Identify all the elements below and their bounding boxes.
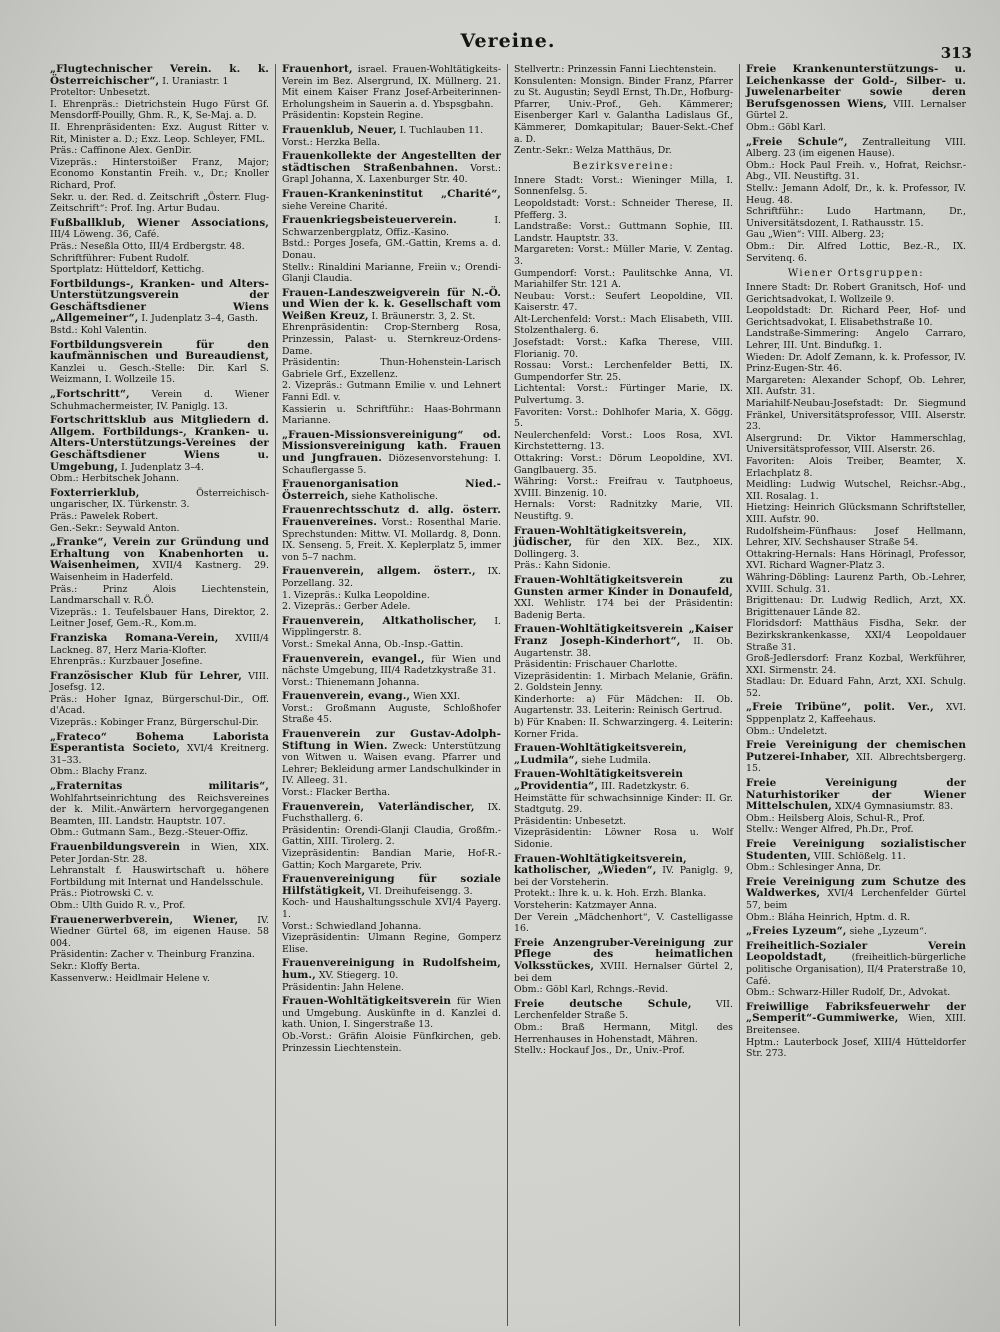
- entry-line: Der Verein „Mädchenhort“, V. Castelligasse 16.: [514, 911, 733, 935]
- entry-line: Stadlau: Dr. Eduard Fahn, Arzt, XXI. Schulg. 52.: [746, 676, 966, 699]
- entry-line: siehe „Lyzeum“.: [849, 926, 927, 938]
- entry-line: VIII. Lernalser Gürtel 2.: [746, 98, 966, 122]
- entry-heading: „Freie Schule“,: [746, 135, 848, 148]
- entry-heading: Frauen-Wohltätigkeitsverein, „Ludmila“,: [514, 742, 687, 766]
- entry-line: Vizepräsidentin: Ulmann Regine, Gomperz Elise.: [282, 932, 501, 955]
- entry-line: Kanzlei u. Gesch.-Stelle: Dir. Karl S. Weizmann, I. Wollzeile 15.: [50, 362, 269, 386]
- entry-line: Obm.: Dir. Alfred Lottic, Bez.-R., IX. Servitenq. 6.: [746, 240, 966, 264]
- columns: [44, 64, 972, 1326]
- entry-heading: Frauenbildungsverein: [50, 841, 181, 853]
- entry-line: IV. Wiedner Gürtel 68, im eigenen Hause. 58 004.: [50, 914, 270, 949]
- entry-heading: Frauen-Landeszweigverein für N.-Ö. und Wien der k. k. Gesellschaft vom Weißen Kreuz,: [282, 286, 501, 322]
- entry-line: Obm.: Schlesinger Anna, Dr.: [746, 862, 882, 874]
- entry-line: Schriftführer: Fubent Rudolf.: [50, 252, 190, 264]
- entry-line: Zweck: Unterstützung von Witwen u. Waisen evang. Pfarrer und Lehrer; Bekleidung armer Landschulkinder in IV. Alleeg. 31.: [282, 740, 502, 787]
- directory-entry: [50, 64, 269, 215]
- entry-line: Mariahilf-Neubau-Josefstadt: Dr. Siegmund Fränkel, Universitätsprofessor, VIII. Alserstr. 23.: [746, 398, 966, 433]
- entry-line: Vorst.: Rosenthal Marie. Sprechstunden: Mittw. VI. Mollardg. 8, Donn. IX. Senseng. 5, Freit. X. Keplerplatz 5, immer von 5–7 nachm.: [282, 516, 501, 563]
- entry-line: Protekt.: Ihre k. u. k. Hoh. Erzh. Blanka.: [514, 888, 707, 900]
- entry-heading: Frauenverein zur Gustav-Adolph-Stiftung in Wien.: [282, 728, 501, 752]
- page-title: Vereine.: [460, 30, 556, 52]
- entry-line: Wien XXI.: [413, 691, 461, 703]
- entry-line: Vizepräsidentin: Löwner Rosa u. Wolf Sidonie.: [514, 827, 733, 850]
- entry-line: Präsidentin: Jahn Helene.: [282, 981, 404, 993]
- entry-line: für den XIX. Bez., XIX. Dollingerg. 3.: [514, 537, 734, 560]
- directory-entry: [50, 842, 269, 912]
- entry-line: Obm.: Undeletzt.: [746, 725, 828, 737]
- directory-entry: [746, 1002, 966, 1060]
- directory-entry: [746, 282, 966, 699]
- entry-line: Ottakring: Vorst.: Dörum Leopoldine, XVI. Ganglbauerg. 35.: [514, 453, 733, 476]
- entry-line: I. Tuchlauben 11.: [399, 124, 484, 136]
- directory-entry: [282, 151, 501, 186]
- entry-line: Ehrenpräsidentin: Crop-Sternberg Rosa, Prinzessin, Palast- u. Sternkreuz-Ordens-Dame.: [282, 322, 501, 357]
- entry-line: siehe Vereine Charité.: [282, 200, 388, 212]
- directory-entry: [514, 999, 733, 1057]
- entry-line: für Wien und nächste Umgebung, III/4 Radetzkystraße 31.: [282, 653, 502, 677]
- entry-line: Innere Stadt: Dr. Robert Granitsch, Hof- und Gerichtsadvokat, I. Wollzeile 9.: [746, 282, 966, 305]
- page-number: 313: [940, 44, 972, 62]
- entry-line: Vizepräs.: 1. Teufelsbauer Hans, Direktor, 2. Leitner Josef, Gem.-R., Kom.m.: [50, 606, 269, 630]
- directory-entry: [282, 566, 501, 612]
- directory-entry: [50, 537, 269, 630]
- directory-entry: [50, 633, 269, 668]
- directory-entry: [282, 996, 501, 1054]
- entry-line: Margareten: Vorst.: Müller Marie, V. Zentag. 3.: [514, 244, 733, 267]
- entry-heading: Frauenverein, Altkatholischer,: [282, 614, 477, 627]
- entry-heading: „Frauen-Missionsvereinigung“ od. Missionsvereinigung kath. Frauen und Jungfrauen.: [282, 428, 501, 464]
- directory-entry: [282, 288, 501, 427]
- entry-line: XVIII. Hernalser Gürtel 2, bei dem: [514, 960, 733, 984]
- entry-heading: Frauenvereinigung in Rudolfsheim, hum.,: [282, 957, 501, 981]
- entry-heading: Frauenverein, allgem. österr.,: [282, 565, 476, 578]
- entry-line: Josefstadt: Vorst.: Kafka Therese, VIII. Florianig. 70.: [514, 337, 733, 360]
- entry-line: VII. Lerchenfelder Straße 5.: [514, 998, 733, 1022]
- entry-line: Sekr.: Kloffy Berta.: [50, 960, 141, 972]
- directory-entry: [50, 781, 269, 839]
- directory-entry: [282, 189, 501, 212]
- entry-heading: „Flugtechnischer Verein. k. k. Österreichischer“,: [50, 64, 269, 87]
- entry-line: 1. Vizepräs.: Kulka Leopoldine.: [282, 589, 430, 601]
- entry-heading: Frauen-Wohltätigkeitsverein, katholischer, „Wieden“,: [514, 852, 687, 877]
- directory-entry: [282, 215, 501, 285]
- entry-line: Vorst.: Smekal Anna, Ob.-Insp.-Gattin.: [282, 638, 464, 650]
- entry-line: Zentralleitung VIII. Alberg. 23 (im eigenen Hause).: [746, 136, 967, 160]
- entry-line: Bstd.: Porges Josefa, GM.-Gattin, Krems a. d. Donau.: [282, 238, 501, 261]
- entry-heading: Fortschrittsklub aus Mitgliedern d. Allgem. Fortbildungs-, Kranken- u. Alters-Unterstützungs-Vereines der Geschäftsdiener Wiens u. Umgebung,: [50, 414, 269, 473]
- entry-line: für Wien und Umgebung. Auskünfte in d. Kanzlei d. kath. Union, I. Singerstraße 13.: [282, 996, 501, 1031]
- entry-line: siehe Ludmila.: [581, 754, 651, 766]
- entry-line: Meidling: Ludwig Wutschel, Reichsr.-Abg., XII. Rosalag. 1.: [746, 479, 966, 502]
- entry-heading: Fortbildungs-, Kranken- und Alters-Unterstützungsverein der Geschäftsdiener Wiens „Allgemeiner“,: [50, 277, 269, 325]
- entry-line: IV. Paniglg. 9, bei der Vorsteherin.: [514, 865, 733, 888]
- directory-entry: [282, 430, 501, 476]
- entry-heading: Freie Vereinigung sozialistischer Studenten,: [746, 838, 966, 862]
- entry-line: Präs.: Caffinone Alex. GenDir.: [50, 145, 192, 157]
- entry-heading: Frauenverein, evang.,: [282, 690, 411, 703]
- entry-line: Ehrenpräs.: Kurzbauer Josefine.: [50, 656, 203, 668]
- entry-line: Hernals: Vorst: Radnitzky Marie, VII. Neustiftg. 9.: [514, 499, 733, 522]
- entry-line: Vizepräs.: Hinterstoißer Franz, Major; Economo Konstantin Freih. v., Dr.; Knoller Richard, Prof.: [50, 156, 269, 191]
- entry-line: Gumpendorf: Vorst.: Paulitschke Anna, VI. Mariahilfer Str. 121 A.: [514, 267, 733, 291]
- directory-entry: [514, 575, 733, 621]
- entry-line: XVIII/4 Lackneg. 87, Herz Maria-Klofter.: [50, 632, 269, 656]
- entry-line: 2. Vizepräs.: Gerber Adele.: [282, 601, 411, 613]
- entry-line: Obm.: Blachy Franz.: [50, 766, 148, 778]
- entry-line: Alt-Lerchenfeld: Vorst.: Mach Elisabeth, VIII. Stolzenthalerg. 6.: [514, 313, 733, 337]
- entry-heading: Frauen-Wohltätigkeitsverein: [282, 995, 452, 1008]
- entry-heading: Foxterrierklub,: [50, 486, 140, 499]
- entry-line: Obm.: Hock Paul Freih. v., Hofrat, Reichsr.-Abg., VII. Neustiftg. 31.: [746, 159, 966, 183]
- entry-line: III/4 Löweng. 36, Café.: [50, 229, 160, 241]
- entry-line: Hietzing: Heinrich Glücksmann Schriftsteller, XIII. Aufstr. 90.: [746, 502, 966, 525]
- entry-line: Präsidentin: Orendi-Glanji Claudia, Großfm.-Gattin, XIII. Tirolerg. 2.: [282, 824, 501, 848]
- entry-line: XVII/4 Kastnerg. 29. Waisenheim in Haderfeld.: [50, 560, 269, 583]
- entry-line: Vorst.: Thienemann Johanna.: [282, 676, 420, 688]
- directory-entry: [50, 389, 269, 412]
- entry-line: Obm.: Ulth Guido R. v., Prof.: [50, 899, 186, 911]
- entry-line: Hptm.: Lauterbock Josef, XIII/4 Hütteldorfer Str. 273.: [746, 1036, 966, 1060]
- entry-line: Präsidentin: Thun-Hohenstein-Larisch Gabriele Grf., Exzellenz.: [282, 357, 501, 380]
- entry-line: Obm.: Bláha Heinrich, Hptm. d. R.: [746, 911, 911, 923]
- entry-line: Vorst.: Grapl Johanna, X. Laxenburger Str. 40.: [282, 162, 501, 186]
- entry-line: II. Ehrenpräsidenten: Exz. August Ritter v. Rit, Minister a. D.; Exz. Leop. Schleyer, FML.: [50, 121, 269, 145]
- entry-line: Obm.: Herbitschek Johann.: [50, 473, 180, 485]
- entry-line: Obm.: Heilsberg Alois, Schul-R., Prof.: [746, 812, 925, 824]
- directory-entry: [50, 915, 269, 985]
- entry-line: I. Ehrenpräs.: Dietrichstein Hugo Fürst Gf. Mensdorff-Pouilly, Ghm. R., K, Se-Maj. a. D.: [50, 98, 269, 122]
- entry-line: Wohlfahrtseinrichtung des Reichsvereines der k. Milit.-Anwärtern hervorgegangenen Beamten, III. Landstr. Hauptstr. 107.: [50, 792, 269, 827]
- entry-line: Präsidentin: Frischauer Charlotte.: [514, 659, 678, 671]
- directory-entry: [282, 691, 501, 726]
- entry-heading: Frauenerwerbverein, Wiener,: [50, 913, 239, 926]
- column-4: [740, 64, 972, 1326]
- entry-line: Ottakring-Hernals: Hans Hörinagl, Professor, XVI. Richard Wagner-Platz 3.: [746, 548, 966, 572]
- entry-line: Vorsteherin: Katzmayer Anna.: [514, 899, 657, 911]
- entry-line: Obm.: Gutmann Sam., Bezg.-Steuer-Offiz.: [50, 827, 249, 839]
- entry-heading: „Fraternitas militaris“,: [50, 780, 269, 793]
- entry-line: III. Radetzkystr. 6.: [601, 781, 690, 793]
- entry-line: Innere Stadt: Vorst.: Wieninger Milla, I. Sonnenfelsg. 5.: [514, 174, 733, 198]
- directory-entry: [282, 616, 501, 651]
- entry-line: VI. Dreihufeisengg. 3.: [368, 885, 473, 897]
- directory-entry: [746, 941, 966, 999]
- column-3: [508, 64, 740, 1326]
- entry-line: Proteltor: Unbesetzt.: [50, 87, 151, 99]
- entry-line: Landstraße-Simmering: Angelo Carraro, Lehrer, III. Unt. Bindufkg. 1.: [746, 328, 966, 352]
- entry-line: Präs.: Kahn Sidonie.: [514, 560, 611, 572]
- column-1: [44, 64, 276, 1326]
- entry-heading: Fortbildungsverein für den kaufmännischen und Bureaudienst,: [50, 338, 269, 363]
- directory-entry: [514, 64, 733, 157]
- directory-entry: [50, 218, 269, 276]
- entry-line: Margareten: Alexander Schopf, Ob. Lehrer, XII. Aufstr. 31.: [746, 374, 966, 398]
- directory-entry: [746, 137, 966, 265]
- directory-entry: [282, 125, 501, 148]
- entry-heading: Freie Vereinigung der chemischen Putzerei-Inhaber,: [746, 739, 966, 763]
- entry-line: Stellv.: Wenger Alfred, Ph.Dr., Prof.: [746, 824, 914, 836]
- entry-line: Präs.: Neseßla Otto, III/4 Erdbergstr. 48.: [50, 240, 245, 252]
- entry-heading: Frauenverein, evangel.,: [282, 652, 425, 665]
- entry-line: Österreichisch-ungarischer, IX. Türkenstr. 3.: [50, 487, 269, 511]
- entry-heading: Frauenverein, Vaterländischer,: [282, 800, 475, 813]
- entry-line: Präs.: Pawelek Robert.: [50, 510, 159, 522]
- entry-line: Bstd.: Kohl Valentin.: [50, 325, 147, 337]
- entry-heading: Frauenvereinigung für soziale Hilfstätigkeit,: [282, 873, 501, 897]
- directory-entry: [746, 64, 966, 134]
- entry-line: I. Uraniastr. 1: [162, 75, 229, 87]
- entry-heading: Franziska Romana-Verein,: [50, 631, 219, 644]
- directory-entry: [746, 839, 966, 874]
- directory-entry: [282, 874, 501, 955]
- entry-line: Obm.: Göbl Karl.: [746, 121, 826, 133]
- directory-entry: [50, 671, 269, 729]
- entry-heading: „Fortschritt“,: [50, 388, 130, 401]
- entry-line: b) Für Knaben: II. Schwarzingerg. 4. Leiterin: Korner Frida.: [514, 717, 733, 740]
- entry-line: Gen.-Sekr.: Seywald Anton.: [50, 522, 180, 534]
- entry-line: Alsergrund: Dr. Viktor Hammerschlag, Universitätsprofessor, VIII. Alserstr. 26.: [746, 432, 966, 456]
- directory-entry: [282, 64, 501, 122]
- entry-line: Vizepräs.: Kobinger Franz, Bürgerschul-Dir.: [50, 717, 259, 729]
- entry-line: XV. Stiegerg. 10.: [318, 969, 399, 981]
- entry-line: Leopoldstadt: Dr. Richard Peer, Hof- und Gerichtsadvokat, I. Elisabethstraße 10.: [746, 305, 966, 328]
- directory-entry: [282, 654, 501, 689]
- directory-entry: [514, 175, 733, 523]
- directory-entry: [282, 505, 501, 563]
- entry-line: Präsidentin: Kopstein Regine.: [282, 110, 424, 122]
- entry-line: siehe Katholische.: [351, 490, 438, 502]
- directory-entry: [746, 702, 966, 737]
- entry-line: Sportplatz: Hütteldorf, Kettichg.: [50, 264, 205, 276]
- directory-entry: [50, 488, 269, 534]
- entry-heading: „Frateco“ Bohema Laborista Esperantista Societo,: [50, 730, 269, 755]
- entry-line: Kassenverw.: Heidlmair Helene v.: [50, 972, 210, 984]
- entry-line: XIX/4 Gymnasiumstr. 83.: [835, 801, 954, 813]
- entry-line: Obm.: Braß Hermann, Mitgl. des Herrenhauses in Hohenstadt, Mähren.: [514, 1021, 733, 1045]
- directory-entry: [746, 740, 966, 775]
- entry-heading: Frauenrechtsschutz d. allg. österr. Frauenvereines.: [282, 504, 501, 528]
- directory-entry: [282, 802, 501, 872]
- entry-heading: „Franke“, Verein zur Gründung und Erhaltung von Knabenhorten u. Waisenheimen,: [50, 536, 269, 572]
- entry-heading: Frauen-Wohltätigkeitsverein „Kaiser Franz Joseph-Kinderhort“,: [514, 623, 733, 647]
- directory-entry: [50, 340, 269, 386]
- entry-line: (freiheitlich-bürgerliche politische Organisation), II/4 Praterstraße 10, Café.: [746, 952, 966, 987]
- entry-line: Rossau: Vorst.: Lerchenfelder Betti, IX. Gumpendorfer Str. 25.: [514, 360, 733, 383]
- column-2: [276, 64, 508, 1326]
- entry-heading: Frauenorganisation Nied.-Österreich,: [282, 478, 501, 502]
- directory-entry: [514, 854, 733, 935]
- entry-line: Favoriten: Alois Treiber, Beamter, X. Erlachplatz 8.: [746, 456, 966, 479]
- entry-line: Landstraße: Vorst.: Guttmann Sophie, III. Landstr. Hauptstr. 33.: [514, 221, 733, 244]
- entry-line: Sekr. u. der. Red. d. Zeitschrift „Österr. Flug-Zeitschrift“: Prof. Ing. Artur Budau.: [50, 191, 269, 215]
- entry-line: Präs.: Piotrowski C. v.: [50, 888, 154, 900]
- entry-line: I. Schwarzenbergplatz, Offiz.-Kasino.: [282, 215, 501, 238]
- page-header: [44, 30, 972, 62]
- entry-heading: Freie Vereinigung der Naturhistoriker der Wiener Mittelschulen,: [746, 777, 966, 813]
- entry-heading: „Freies Lyzeum“,: [746, 925, 847, 938]
- entry-line: Stellvertr.: Prinzessin Fanni Liechtenstein.: [514, 64, 717, 75]
- entry-heading: Frauenklub, Neuer,: [282, 123, 397, 136]
- entry-line: Vorst.: Schwiedland Johanna.: [282, 920, 422, 932]
- entry-line: VIII. Schlößelg. 11.: [813, 850, 906, 862]
- entry-line: Vizepräsidentin: Bandian Marie, Hof-R.-Gattin; Koch Margarete, Priv.: [282, 848, 501, 871]
- entry-line: Zentr.-Sekr.: Welza Matthäus, Dr.: [514, 145, 672, 157]
- entry-heading: Freie Krankenunterstützungs- u. Leichenkasse der Gold-, Silber- u. Juwelenarbeiter sowie deren Berufsgenossen Wiens,: [746, 64, 966, 110]
- entry-line: XVI/4 Kreitnerg. 31–33.: [50, 743, 270, 766]
- entry-line: Brigittenau: Dr. Ludwig Redlich, Arzt, XX. Brigittenauer Lände 82.: [746, 595, 966, 618]
- entry-line: Ob.-Vorst.: Gräfin Aloisie Fünfkirchen, geb. Prinzessin Liechtenstein.: [282, 1030, 501, 1054]
- entry-line: Präsidentin: Unbesetzt.: [514, 815, 627, 827]
- entry-heading: Frauenhort,: [282, 64, 353, 75]
- entry-line: Neulerchenfeld: Vorst.: Loos Rosa, XVI. Kirchstetterng. 13.: [514, 429, 733, 453]
- entry-line: Vorst.: Herzka Bella.: [282, 136, 381, 148]
- entry-line: I. Judenplatz 3–4, Gasth.: [141, 313, 258, 325]
- entry-line: Kassierin u. Schriftführ.: Haas-Bohrmann Marianne.: [282, 403, 501, 427]
- entry-line: Obm.: Schwarz-Hiller Rudolf, Dr., Advokat.: [746, 987, 951, 999]
- entry-line: Wien, XIII. Breitensee.: [746, 1013, 967, 1036]
- entry-line: I. Judenplatz 3–4.: [121, 461, 204, 473]
- directory-entry: [282, 958, 501, 993]
- entry-line: Stellv.: Rinaldini Marianne, Freiin v.; Orendi-Glanji Claudia.: [282, 261, 501, 285]
- directory-entry: [514, 624, 733, 740]
- entry-heading: Frauen-Wohltätigkeitsverein, jüdischer,: [514, 524, 687, 549]
- directory-entry: [746, 877, 966, 923]
- directory-entry: [50, 415, 269, 485]
- entry-heading: Französischer Klub für Lehrer,: [50, 669, 242, 682]
- entry-line: Präsidentin: Zacher v. Theinburg Franzina.: [50, 949, 255, 961]
- entry-line: Präs.: Prinz Alois Liechtenstein, Landmarschall v. R.Ö.: [50, 583, 269, 607]
- entry-line: Gau „Wien“: VIII. Alberg. 23;: [746, 229, 885, 241]
- entry-line: Heimstätte für schwachsinnige Kinder: II. Gr. Stadtgutg. 29.: [514, 792, 733, 816]
- entry-line: XVI/4 Lerchenfelder Gürtel 57, beim: [746, 888, 967, 911]
- entry-line: 2. Vizepräs.: Gutmann Emilie v. und Lehnert Fanni Edl. v.: [282, 380, 501, 404]
- entry-line: Präs.: Hoher Ignaz, Bürgerschul-Dir., Off. d'Acad.: [50, 693, 269, 717]
- entry-line: Vizepräsidentin: 1. Mirbach Melanie, Gräfin. 2. Goldstein Jenny.: [514, 670, 733, 694]
- entry-line: Leopoldstadt: Vorst.: Schneider Therese, II. Pfefferg. 3.: [514, 197, 733, 221]
- entry-heading: „Freie Tribüne“, polit. Ver.,: [746, 701, 934, 714]
- entry-heading: Frauenkriegsbeisteuerverein.: [282, 214, 457, 227]
- entry-line: Koch- und Haushaltungsschule XVI/4 Payerg. 1.: [282, 897, 501, 920]
- entry-line: Diözesenvorstehung: I. Schauflergasse 5.: [282, 453, 502, 476]
- entry-line: XII. Albrechtsbergerg. 15.: [746, 751, 966, 775]
- entry-heading: Frauen-Krankeninstitut „Charité“,: [282, 187, 501, 200]
- entry-line: Währing: Vorst.: Freifrau v. Tautphoeus, XVIII. Binzenig. 10.: [514, 476, 733, 499]
- entry-heading: Frauen-Wohltätigkeitsverein zu Gunsten armer Kinder in Donaufeld,: [514, 573, 733, 598]
- entry-line: Obm.: Göbl Karl, Rchngs.-Revid.: [514, 984, 669, 996]
- entry-line: IX. Fuchsthallerg. 6.: [282, 801, 501, 825]
- entry-line: I. Bräunerstr. 3, 2. St.: [371, 310, 476, 322]
- entry-heading: Freie deutsche Schule,: [514, 997, 692, 1010]
- directory-entry: [746, 778, 966, 836]
- entry-heading: Freie Vereinigung zum Schutze des Waldwerkes,: [746, 875, 966, 900]
- entry-heading: Freie Anzengruber-Vereinigung zur Pflege des heimatlichen Volksstückes,: [514, 936, 733, 972]
- entry-line: Wieden: Dr. Adolf Zemann, k. k. Professor, IV. Prinz-Eugen-Str. 46.: [746, 351, 966, 375]
- entry-heading: Freiwillige Fabriksfeuerwehr der „Semperit“-Gummiwerke,: [746, 1000, 966, 1025]
- entry-line: XXI. Wehlistr. 174 bei der Präsidentin: Badenig Berta.: [514, 598, 733, 621]
- entry-line: Kinderhorte: a) Für Mädchen: II. Ob. Augartenstr. 33. Leiterin: Reinisch Gertrud.: [514, 693, 733, 717]
- entry-line: Vorst.: Großmann Auguste, Schloßhofer Straße 45.: [282, 702, 501, 726]
- entry-line: Favoriten: Vorst.: Dohlhofer Maria, X. Gögg. 5.: [514, 406, 733, 430]
- entry-heading: Frauenkollekte der Angestellten der städtischen Straßenbahnen.: [282, 150, 501, 174]
- entry-heading: Frauen-Wohltätigkeitsverein „Providentia“,: [514, 768, 684, 793]
- entry-heading: Freiheitlich-Sozialer Verein Leopoldstadt,: [746, 939, 966, 964]
- directory-entry: [282, 729, 501, 799]
- directory-entry: [514, 938, 733, 996]
- entry-line: I. Wipplingerstr. 8.: [282, 615, 501, 639]
- entry-line: Groß-Jedlersdorf: Franz Kozbal, Werkführer, XXI. Sirmenstr. 24.: [746, 653, 966, 676]
- entry-line: IX. Porzellang. 32.: [282, 566, 501, 589]
- section-subheading: Bezirksvereine:: [572, 160, 675, 172]
- entry-line: in Wien, XIX. Peter Jordan-Str. 28.: [50, 842, 269, 865]
- directory-entry: [50, 279, 269, 337]
- entry-line: VIII. Josefsg. 12.: [50, 670, 269, 694]
- entry-line: Lehranstalt f. Hauswirtschaft u. höhere Fortbildung mit Internat und Handelsschule.: [50, 865, 269, 888]
- directory-entry: [282, 479, 501, 502]
- directory-entry: [514, 743, 733, 766]
- section-subheading: Wiener Ortsgruppen:: [787, 268, 925, 280]
- entry-line: Stellv.: Hockauf Jos., Dr., Univ.-Prof.: [514, 1045, 685, 1057]
- entry-line: Verein d. Wiener Schuhmachermeister, IV. Paniglg. 13.: [50, 389, 269, 412]
- entry-line: II. Ob. Augartenstr. 38.: [514, 635, 733, 659]
- directory-entry: [514, 526, 733, 572]
- entry-line: Konsulenten: Monsign. Binder Franz, Pfarrer zu St. Augustin; Seydl Ernst, Th.Dr., Hofburg-Pfarrer, Univ.-Prof., Geh. Kämmerer; Eisenberger Karl v. Galantha Ladislaus Gf., Kämmerer, Domkapitular; Bauer-Sekt.-Chef a. D.: [514, 75, 733, 145]
- entry-line: Neubau: Vorst.: Seufert Leopoldine, VII. Kaiserstr. 47.: [514, 290, 733, 314]
- entry-heading: Fußballklub, Wiener Associations,: [50, 216, 269, 229]
- entry-line: Floridsdorf: Matthäus Fisdha, Sekr. der Bezirkskrankenkasse, XXI/4 Leopoldauer Straße 31.: [746, 618, 966, 653]
- entry-line: Währing-Döbling: Laurenz Parth, Ob.-Lehrer, XVIII. Schulg. 31.: [746, 571, 966, 595]
- directory-entry: [746, 926, 966, 938]
- entry-line: israel. Frauen-Wohltätigkeits-Verein im Bez. Alsergrund, IX. Müllnerg. 21. Mit einem Kaiser Franz Josef-Arbeiterinnen-Erholungsheim in Sauerin a. d. Ybspsgbahn.: [282, 64, 501, 110]
- entry-line: Stellv.: Jemann Adolf, Dr., k. k. Professor, IV. Heug. 48.: [746, 182, 966, 206]
- entry-line: XVI. Spppenplatz 2, Kaffeehaus.: [746, 702, 966, 726]
- directory-entry: [50, 732, 269, 778]
- entry-line: Rudolfsheim-Fünfhaus: Josef Hellmann, Lehrer, XIV. Sechshauser Straße 54.: [746, 525, 966, 549]
- entry-line: Lichtental: Vorst.: Fürtinger Marie, IX. Pulvertumg. 3.: [514, 383, 733, 407]
- entry-line: Schriftführ.: Ludo Hartmann, Dr., Universitätsdozent, I. Rathausstr. 15.: [746, 206, 966, 229]
- entry-line: Vorst.: Flacker Bertha.: [282, 787, 391, 799]
- directory-entry: [514, 769, 733, 850]
